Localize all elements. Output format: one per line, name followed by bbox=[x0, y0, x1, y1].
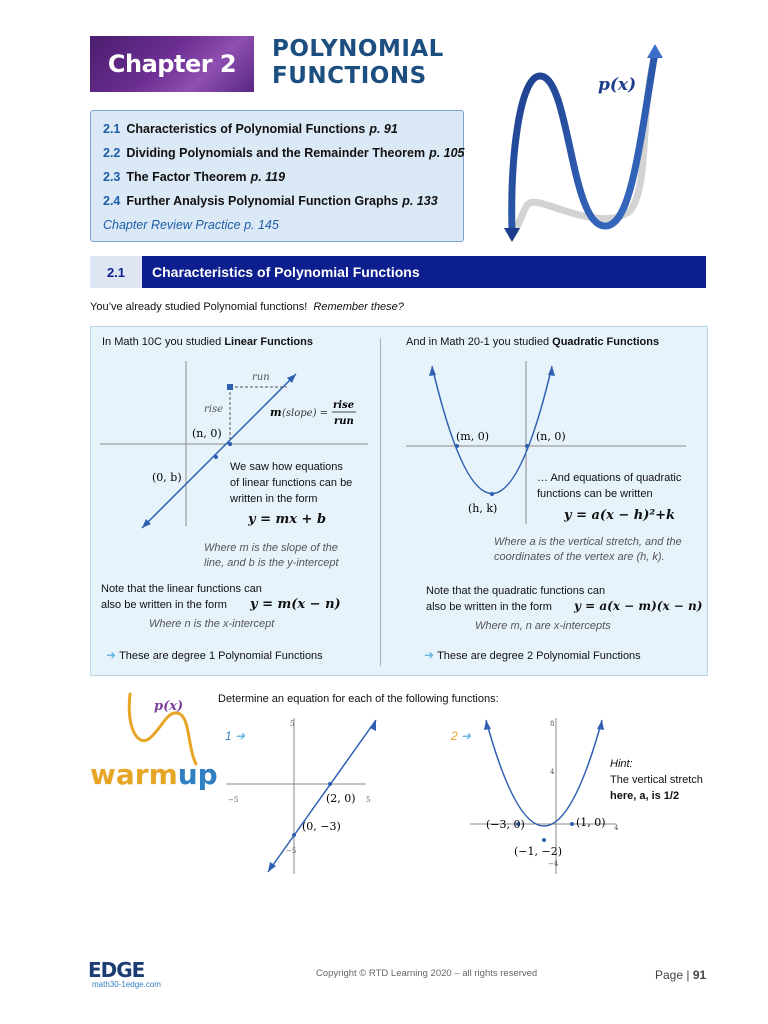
problem-1-number: 1 ➜ bbox=[225, 729, 246, 743]
intro-text: You’ve already studied Polynomial functions! Remember these? bbox=[90, 301, 404, 313]
section-header bbox=[90, 256, 706, 288]
tick-label: 4 bbox=[550, 768, 555, 776]
point-hk: (h, k) bbox=[468, 502, 498, 515]
toc-item[interactable]: 2.3 The Factor Theorem p. 119 bbox=[103, 170, 286, 184]
arrow-right-icon: ➜ bbox=[424, 648, 435, 662]
chapter-banner bbox=[90, 36, 254, 92]
linear-graph bbox=[100, 356, 370, 536]
toc-item[interactable]: 2.1 Characteristics of Polynomial Functions p. 91 bbox=[103, 122, 398, 136]
linear-note: Note that the linear functions can also be written in the form bbox=[101, 583, 262, 611]
tick-label: −4 bbox=[548, 860, 559, 868]
point-n0-q: (n, 0) bbox=[536, 430, 566, 443]
warmup-wordmark: warmup bbox=[90, 758, 218, 791]
edge-logo: EDGE bbox=[88, 958, 145, 982]
warmup-prompt: Determine an equation for each of the following functions: bbox=[218, 693, 499, 705]
point-m0: (m, 0) bbox=[456, 430, 490, 443]
linear-where-intercept: Where n is the x-intercept bbox=[149, 618, 275, 630]
linear-heading: In Math 10C you studied Linear Functions bbox=[102, 336, 313, 348]
warmup-px: p(x) bbox=[154, 699, 184, 714]
tick-label: 5 bbox=[366, 796, 371, 804]
quadratic-heading: And in Math 20-1 you studied Quadratic Functions bbox=[406, 336, 660, 348]
tick-label: 8 bbox=[550, 720, 555, 728]
hero-label: p(x) bbox=[598, 75, 637, 95]
problem-1-graph bbox=[220, 712, 380, 882]
hint-box: Hint: The vertical stretch here, a, is 1/2 bbox=[610, 758, 703, 802]
problem-2-graph bbox=[466, 712, 626, 882]
copyright: Copyright © RTD Learning 2020 – all rights reserved bbox=[316, 968, 538, 979]
quadratic-formula-2: y = a(x − m)(x − n) bbox=[574, 599, 703, 613]
chapter-title bbox=[272, 36, 444, 90]
tick-label: 4 bbox=[614, 824, 619, 832]
warmup-logo bbox=[118, 688, 208, 768]
linear-formula-2: y = m(x − n) bbox=[250, 597, 341, 612]
chapter-title-line2: FUNCTIONS bbox=[272, 63, 427, 89]
quadratic-where-intercepts: Where m, n are x-intercepts bbox=[475, 620, 611, 632]
point-label: (2, 0) bbox=[326, 792, 356, 805]
arrow-right-icon: ➜ bbox=[106, 648, 117, 662]
hero-cubic-graph bbox=[490, 36, 690, 248]
tick-label: 5 bbox=[290, 720, 295, 728]
quadratic-note: Note that the quadratic functions can also be written in the form bbox=[426, 585, 606, 613]
arrow-right-icon: ➜ bbox=[235, 729, 246, 743]
chapter-label: Chapter 2 bbox=[107, 50, 237, 78]
page-number: Page | 91 bbox=[655, 968, 707, 982]
slope-frac-den: run bbox=[334, 416, 354, 427]
quadratic-where: Where a is the vertical stretch, and the coordinates of the vertex are (h, k). bbox=[494, 536, 682, 563]
quadratic-degree-note: ➜ These are degree 2 Polynomial Functions bbox=[424, 648, 641, 662]
slope-m: m bbox=[270, 406, 282, 419]
panel-divider bbox=[380, 338, 381, 666]
quadratic-explanation: … And equations of quadratic functions can be written bbox=[537, 472, 682, 500]
quadratic-formula: y = a(x − h)²+k bbox=[564, 508, 675, 523]
tick-label: −5 bbox=[228, 796, 239, 804]
point-n0: (n, 0) bbox=[192, 427, 222, 440]
linear-explanation: We saw how equations of linear functions can be written in the form bbox=[230, 461, 353, 505]
linear-where: Where m is the slope of the line, and b is the y-intercept bbox=[204, 542, 339, 569]
problem-2-number: 2 ➜ bbox=[451, 729, 472, 743]
toc-box bbox=[90, 110, 464, 242]
edge-url[interactable]: math30-1edge.com bbox=[92, 980, 161, 989]
point-label: (0, −3) bbox=[302, 820, 341, 833]
linear-formula: y = mx + b bbox=[248, 512, 327, 527]
point-label: (1, 0) bbox=[576, 816, 606, 829]
section-number: 2.1 bbox=[90, 256, 142, 288]
toc-item[interactable]: 2.4 Further Analysis Polynomial Function Graphs p. 133 bbox=[103, 194, 438, 208]
point-0b: (0, b) bbox=[152, 471, 182, 484]
point-label: (−1, −2) bbox=[514, 845, 563, 858]
chapter-title-line1: POLYNOMIAL bbox=[272, 36, 444, 62]
slope-frac-num: rise bbox=[333, 400, 355, 411]
slope-text: (slope) = bbox=[282, 408, 329, 419]
tick-label: −5 bbox=[286, 847, 297, 855]
toc-review-link[interactable]: Chapter Review Practice p. 145 bbox=[103, 218, 279, 232]
run-label: run bbox=[252, 372, 270, 383]
section-title: Characteristics of Polynomial Functions bbox=[152, 264, 420, 280]
arrow-right-icon: ➜ bbox=[461, 729, 472, 743]
rise-label: rise bbox=[204, 404, 224, 415]
toc-item[interactable]: 2.2 Dividing Polynomials and the Remainder Theorem p. 105 bbox=[103, 146, 465, 160]
linear-degree-note: ➜ These are degree 1 Polynomial Functions bbox=[106, 648, 323, 662]
point-label: (−3, 0) bbox=[486, 818, 525, 831]
